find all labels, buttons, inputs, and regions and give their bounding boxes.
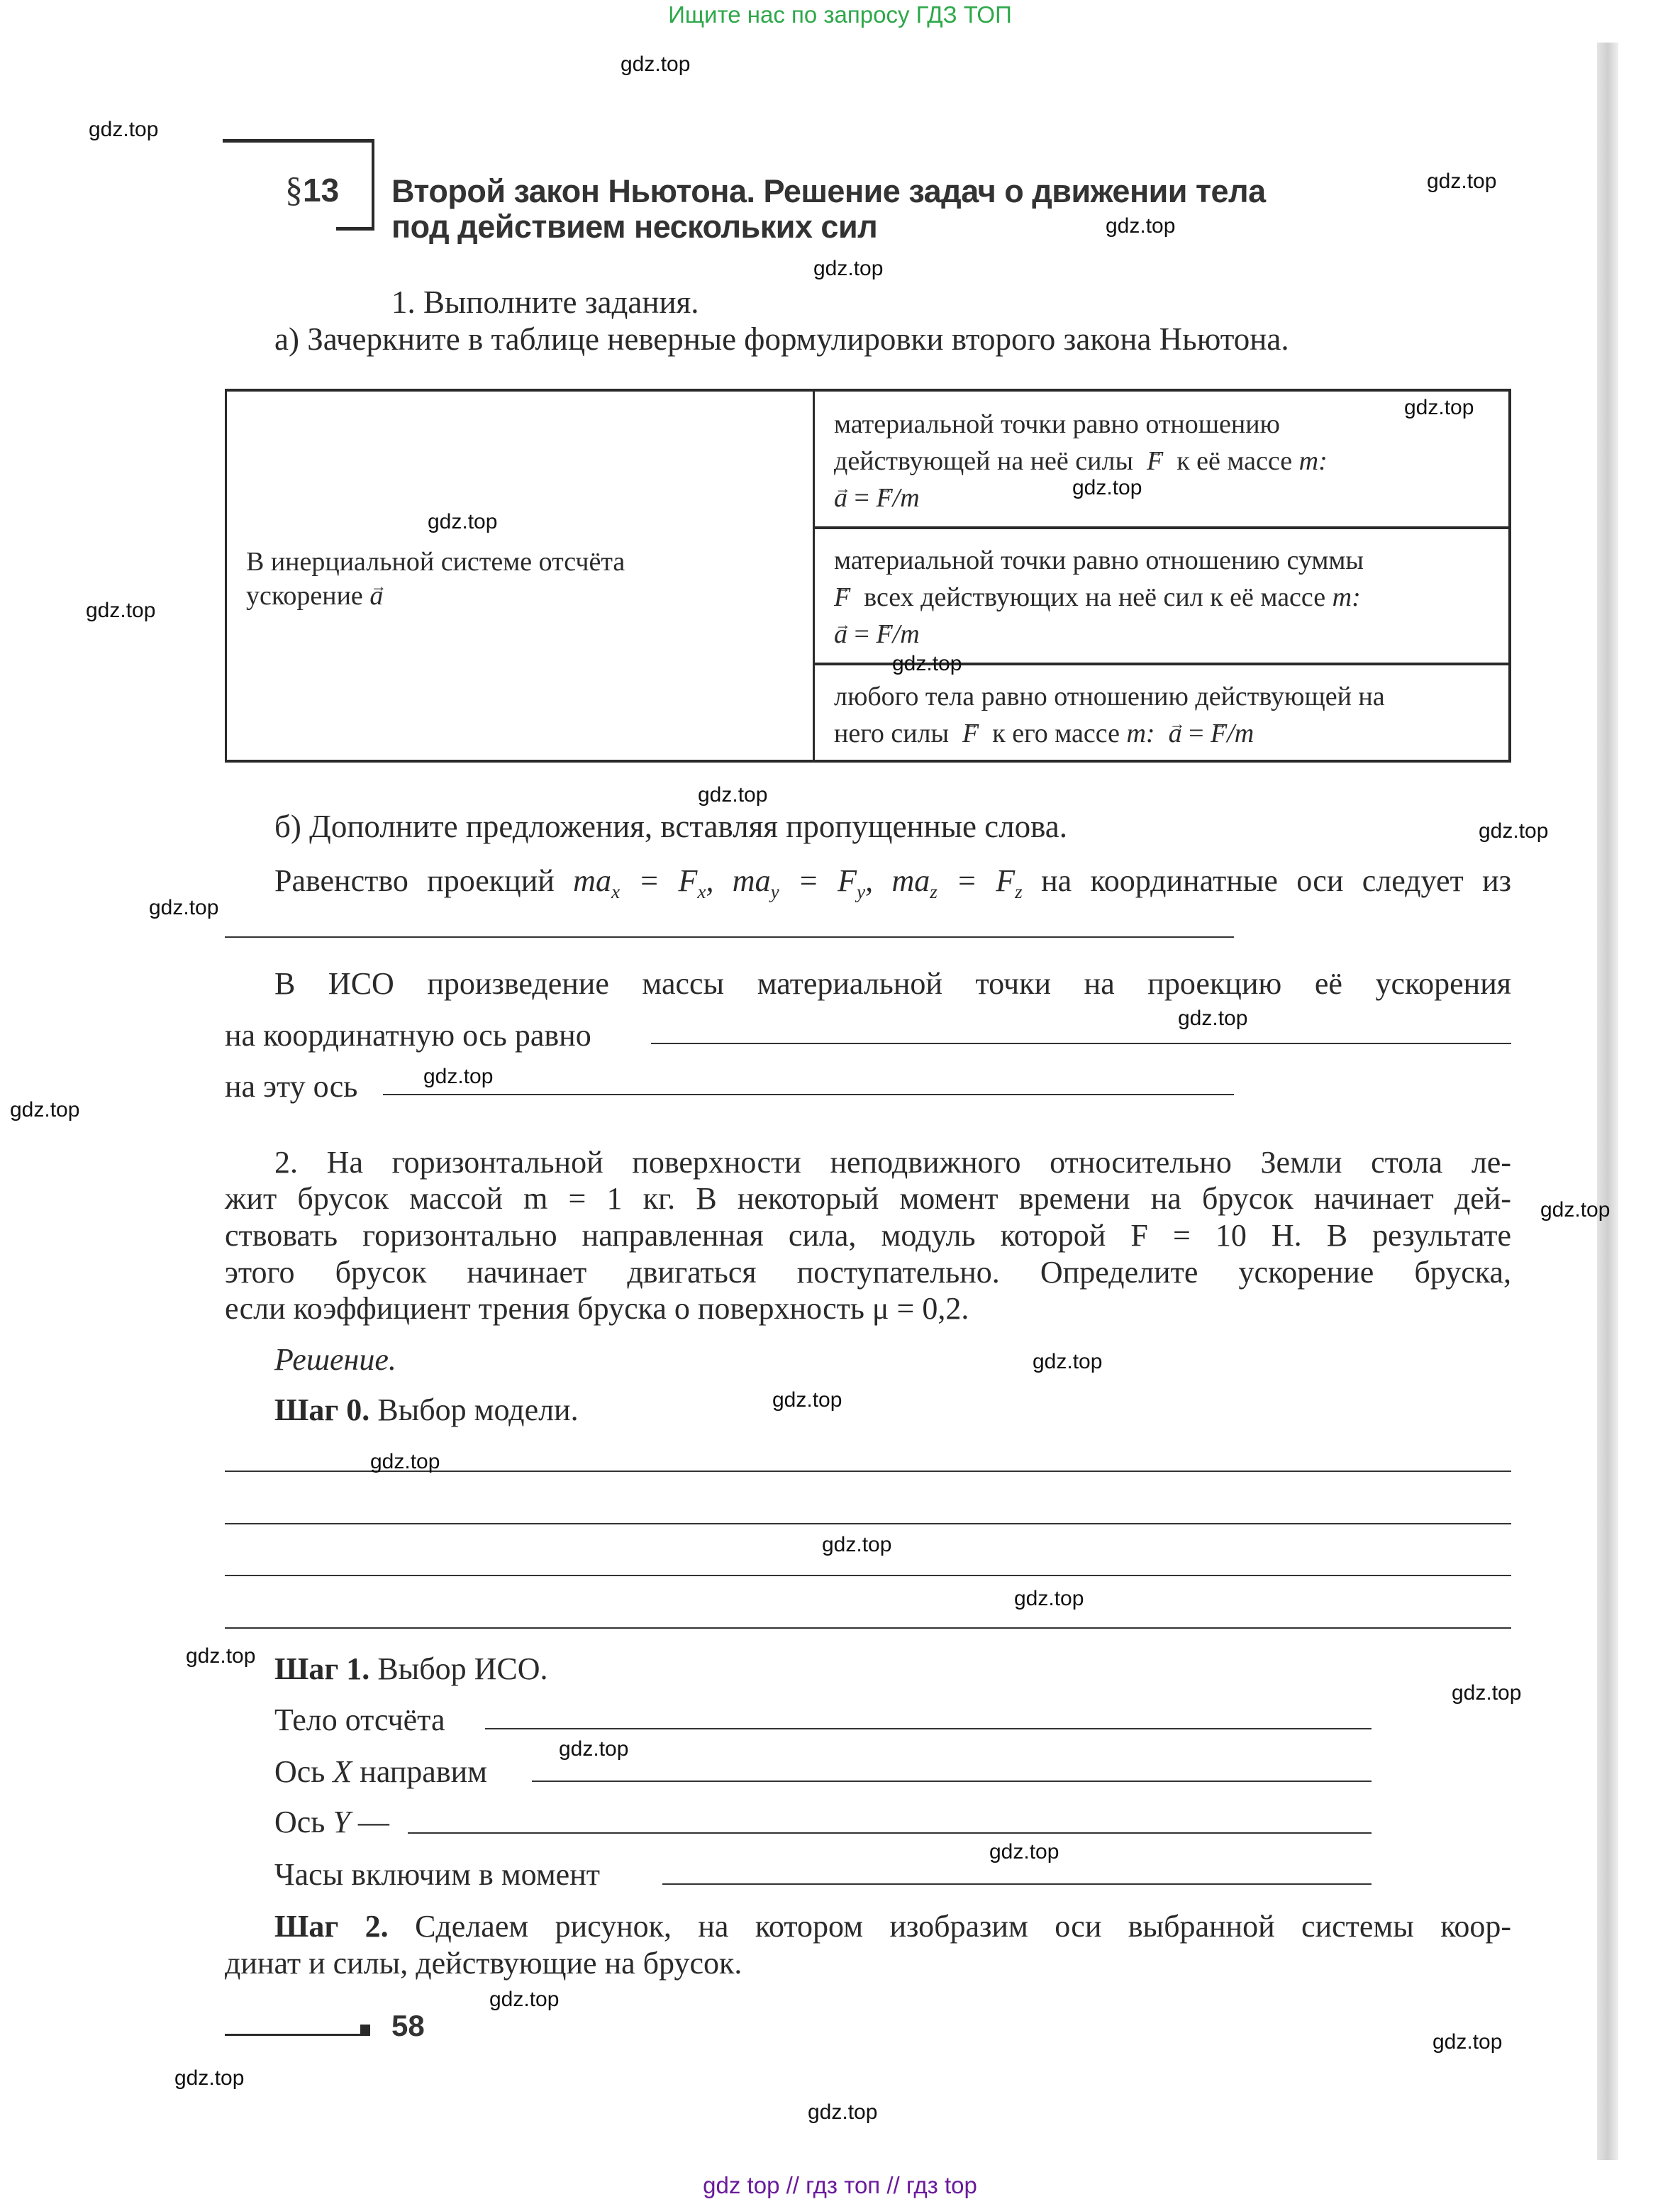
- over-m: /m: [1227, 719, 1255, 748]
- step1-heading: [274, 1651, 548, 1687]
- mass-m: m:: [1332, 582, 1361, 612]
- over-m: /m: [892, 619, 920, 649]
- solution-label: Решение.: [274, 1342, 396, 1377]
- mass-m: m:: [1126, 719, 1155, 748]
- vector-F: → F: [876, 616, 892, 653]
- field-axis-y: [274, 1804, 389, 1840]
- left-cell-text: ускорение: [246, 581, 363, 611]
- subscript: x: [697, 880, 706, 902]
- equation-part: , ma: [865, 863, 930, 898]
- watermark: gdz.top: [489, 1988, 560, 2011]
- row1-line1: материальной точки равно отношению: [834, 409, 1280, 439]
- watermark: gdz.top: [1014, 1587, 1084, 1610]
- watermark: gdz.top: [822, 1533, 892, 1556]
- equals: =: [847, 619, 877, 649]
- watermark: gdz.top: [1427, 170, 1497, 193]
- section-symbol: §: [285, 170, 303, 209]
- equation-part: ma: [573, 863, 611, 898]
- table-row-2[interactable]: [834, 542, 1364, 653]
- section-number-value: 13: [303, 172, 340, 209]
- row1-line2: [834, 443, 1328, 480]
- watermark: gdz.top: [186, 1644, 256, 1668]
- sentence1-end: на координатные оси следует из: [1022, 863, 1512, 898]
- step0-label: Шаг 0.: [274, 1392, 370, 1427]
- row3-text: к его массе: [992, 719, 1120, 748]
- vector-a: → a: [1169, 715, 1182, 752]
- task1-part-b: б) Дополните предложения, вставляя пропущенные слова.: [274, 809, 1067, 844]
- equation-part: = F: [620, 863, 698, 898]
- header-top-rule: [223, 139, 374, 143]
- table-row-3[interactable]: [834, 678, 1385, 752]
- step0-text: Выбор модели.: [369, 1392, 579, 1427]
- page-number-marker: [360, 2025, 370, 2036]
- watermark: gdz.top: [1178, 1007, 1248, 1030]
- watermark: gdz.top: [1033, 1350, 1103, 1373]
- vector-a: → a: [834, 616, 847, 653]
- row2-formula: [834, 616, 1364, 653]
- answer-blank-2[interactable]: [651, 1043, 1511, 1044]
- vector-F: → F: [834, 579, 850, 616]
- field-text-part: Ось: [274, 1805, 333, 1839]
- step2-line1: [274, 1908, 1511, 1944]
- subscript: z: [930, 880, 938, 902]
- sentence1: [274, 863, 1511, 903]
- axis-x-blank[interactable]: [532, 1781, 1372, 1782]
- vector-F: → F: [1147, 443, 1163, 480]
- left-cell-line1: В инерциальной системе отсчёта: [246, 547, 625, 577]
- subscript: x: [611, 880, 621, 902]
- vector-a: → a: [369, 579, 383, 613]
- over-m: /m: [892, 483, 920, 513]
- task1-heading: 1. Выполните задания.: [391, 284, 699, 320]
- watermark: gdz.top: [772, 1388, 842, 1412]
- table-row-divider: [813, 526, 1508, 529]
- field-clock-start: Часы включим в момент: [274, 1857, 600, 1892]
- watermark: gdz.top: [808, 2100, 878, 2124]
- task2-line5: если коэффициент трения бруска о поверхность μ = 0,2.: [225, 1291, 969, 1326]
- watermark: gdz.top: [1540, 1198, 1611, 1222]
- watermark: gdz.top: [1479, 819, 1549, 843]
- step2-line2: динат и силы, действующие на брусок.: [225, 1946, 742, 1981]
- watermark: gdz.top: [989, 1840, 1059, 1864]
- watermark: gdz.top: [423, 1065, 494, 1088]
- task2-line4: этого брусок начинает двигаться поступательно. Определите ускорение бруска,: [225, 1255, 1511, 1290]
- field-axis-x: [274, 1754, 487, 1790]
- vector-a: → a: [834, 480, 847, 516]
- field-text-part: направим: [352, 1754, 488, 1789]
- header-bottom-rule: [336, 227, 374, 231]
- watermark: gdz.top: [370, 1450, 440, 1473]
- watermark: gdz.top: [1452, 1681, 1522, 1705]
- row2-line1: материальной точки равно отношению суммы: [834, 546, 1364, 575]
- footer-links[interactable]: gdz top // гдз топ // гдз top: [703, 2172, 977, 2198]
- watermark: gdz.top: [1072, 476, 1142, 499]
- step2-label: Шаг 2.: [274, 1909, 389, 1944]
- section-number: [285, 169, 339, 210]
- row1-text: действующей на неё силы: [834, 446, 1133, 476]
- step1-label: Шаг 1.: [274, 1651, 370, 1686]
- equation-part: , ma: [706, 863, 771, 898]
- watermark: gdz.top: [559, 1737, 629, 1761]
- left-cell-line2: [246, 579, 625, 613]
- sentence2-line2: на координатную ось равно: [225, 1018, 591, 1053]
- row2-line2: [834, 579, 1364, 616]
- page-number-rule: [225, 2034, 363, 2036]
- projection-equations: [573, 863, 1023, 902]
- model-blank-3[interactable]: [225, 1575, 1511, 1576]
- equation-part: = F: [779, 863, 857, 898]
- page-number: 58: [391, 2009, 425, 2042]
- watermark: gdz.top: [1404, 396, 1474, 419]
- vector-F: → F: [962, 715, 979, 752]
- axis-y-blank[interactable]: [408, 1832, 1372, 1834]
- mass-m: m:: [1298, 446, 1328, 476]
- watermark: gdz.top: [149, 896, 219, 919]
- step1-text: Выбор ИСО.: [369, 1651, 548, 1686]
- row3-text: него силы: [834, 719, 950, 748]
- header-vertical-rule: [372, 139, 374, 230]
- task2-line1: 2. На горизонтальной поверхности неподвижного относительно Земли стола ле-: [274, 1145, 1511, 1180]
- field-text-part: Ось: [274, 1754, 333, 1789]
- table-column-divider: [813, 392, 815, 760]
- answer-blank-1[interactable]: [225, 936, 1234, 938]
- row1-text: к её массе: [1176, 446, 1293, 476]
- answer-blank-3[interactable]: [383, 1094, 1234, 1095]
- section-title-line1: Второй закон Ньютона. Решение задач о движении тела: [391, 173, 1266, 209]
- clock-start-blank[interactable]: [662, 1883, 1372, 1885]
- field-reference-body: Тело отсчёта: [274, 1702, 445, 1737]
- search-banner[interactable]: Ищите нас по запросу ГДЗ ТОП: [668, 1, 1012, 28]
- field-text-part: —: [350, 1805, 389, 1839]
- step0-heading: [274, 1392, 579, 1428]
- watermark: gdz.top: [1106, 214, 1176, 238]
- step2-text: Сделаем рисунок, на котором изобразим оси выбранной системы коор-: [388, 1909, 1511, 1944]
- model-blank-2[interactable]: [225, 1523, 1511, 1524]
- subscript: y: [856, 880, 866, 902]
- model-blank-4[interactable]: [225, 1627, 1511, 1629]
- equals: =: [847, 483, 877, 513]
- equation-part: = F: [937, 863, 1016, 898]
- watermark: gdz.top: [621, 52, 691, 76]
- subscript: y: [770, 880, 779, 902]
- row3-line2: [834, 715, 1385, 752]
- task2-line2: жит брусок массой m = 1 кг. В некоторый момент времени на брусок начинает дей-: [225, 1181, 1511, 1216]
- watermark: gdz.top: [813, 257, 884, 280]
- section-title-line2: под действием нескольких сил: [391, 209, 878, 245]
- vector-F: → F: [876, 480, 892, 516]
- field-text-part: Y: [333, 1805, 350, 1839]
- equals: =: [1181, 719, 1211, 748]
- sentence1-start: Равенство проекций: [274, 863, 574, 898]
- formulations-table: [225, 389, 1511, 763]
- sentence2-line1: В ИСО произведение массы материальной точки на проекцию её ускорения: [274, 966, 1511, 1001]
- watermark: gdz.top: [89, 118, 159, 141]
- field-text-part: X: [333, 1754, 352, 1789]
- watermark: gdz.top: [892, 652, 962, 675]
- watermark: gdz.top: [1433, 2030, 1503, 2054]
- watermark: gdz.top: [428, 510, 498, 533]
- subscript: z: [1015, 880, 1023, 902]
- row2-text: всех действующих на неё сил к её массе: [864, 582, 1326, 612]
- watermark: gdz.top: [698, 783, 768, 807]
- page-edge-shadow: [1597, 43, 1618, 2160]
- sentence2-line3: на эту ось: [225, 1069, 358, 1104]
- table-left-cell: [246, 545, 625, 613]
- watermark: gdz.top: [86, 599, 156, 622]
- watermark: gdz.top: [174, 2066, 245, 2090]
- watermark: gdz.top: [10, 1098, 80, 1122]
- vector-F: → F: [1211, 715, 1227, 752]
- row3-line1: любого тела равно отношению действующей на: [834, 682, 1385, 711]
- reference-body-blank[interactable]: [485, 1728, 1372, 1729]
- task1-part-a: а) Зачеркните в таблице неверные формулировки второго закона Ньютона.: [274, 321, 1289, 357]
- task2-line3: ствовать горизонтально направленная сила, модуль которой F = 10 Н. В результате: [225, 1218, 1512, 1253]
